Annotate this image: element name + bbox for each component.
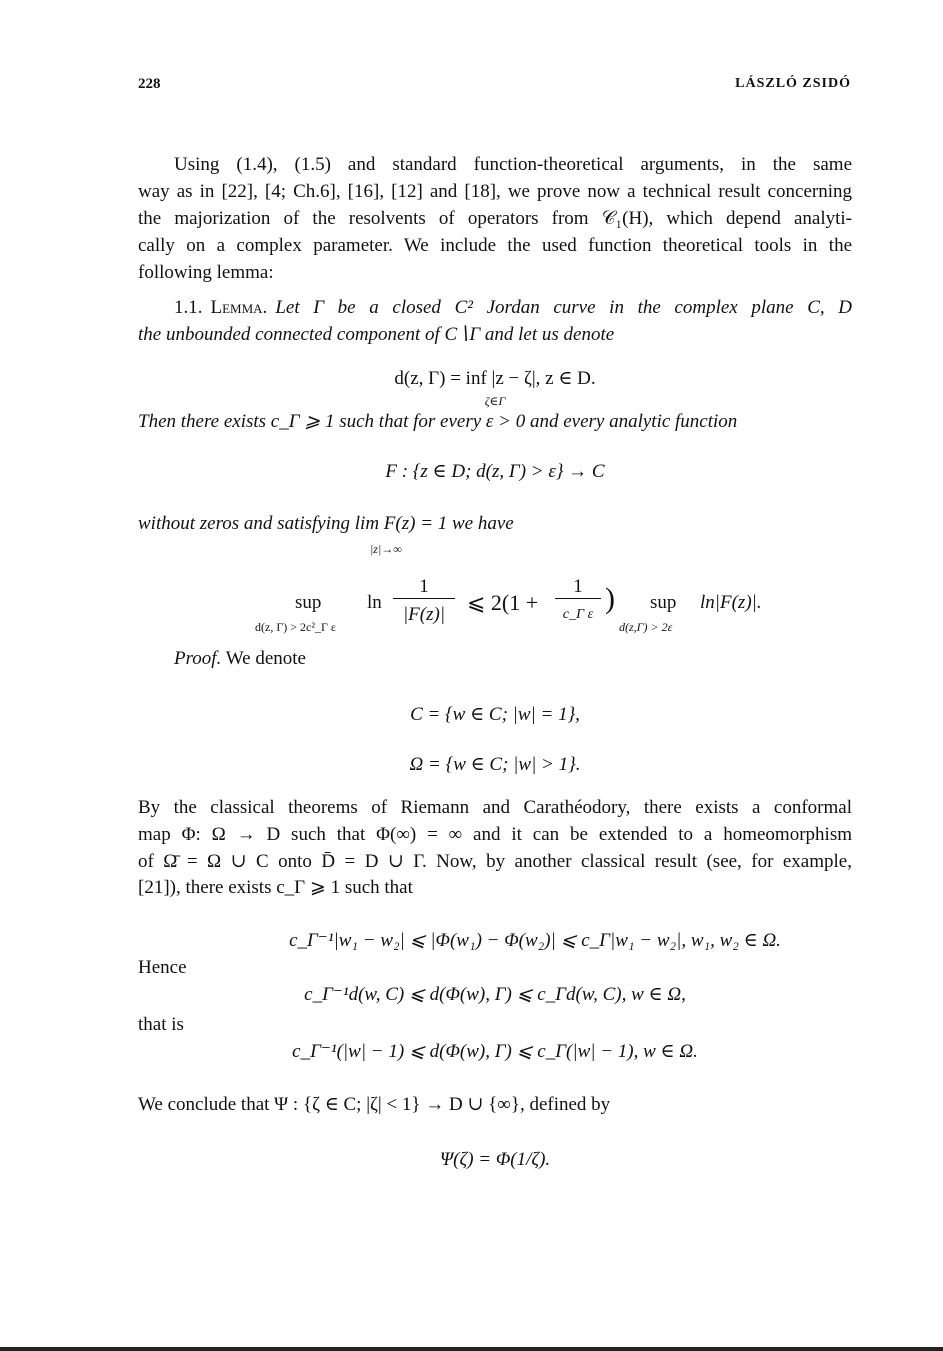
- equation-distance-bound: c_Γ⁻¹d(w, C) ⩽ d(Φ(w), Γ) ⩽ c_Γd(w, C), w ∈ Ω,: [304, 984, 686, 1005]
- lemma-text: Then there exists c_Γ ⩾ 1 such that for every ε > 0 and every analytic function: [138, 411, 738, 432]
- lemma-label: Lemma.: [210, 297, 268, 318]
- fraction-denominator: c_Γ ε: [562, 607, 594, 622]
- paragraph-line: the majorization of the resolvents of operators from 𝒞₁(H), which depend analyti-: [138, 208, 852, 229]
- paragraph-line: Using (1.4), (1.5) and standard function-theoretical arguments, in the same: [174, 154, 852, 175]
- paragraph-line: [21]), there exists c_Γ ⩾ 1 such that: [138, 877, 413, 898]
- equation-psi: Ψ(ζ) = Φ(1/ζ).: [439, 1149, 551, 1170]
- equation-omega: Ω = {w ∈ C; |w| > 1}.: [409, 754, 581, 775]
- equation-function: F : {z ∈ D; d(z, Γ) > ε} → C: [385, 461, 605, 482]
- paragraph-line: We conclude that Ψ : {ζ ∈ C; |ζ| < 1} → D ∪ {∞}, defined by: [138, 1094, 611, 1115]
- fraction-denominator: |F(z)|: [402, 604, 446, 625]
- paragraph-line: following lemma:: [138, 262, 274, 283]
- sup-subscript: d(z,Γ) > 2ε: [619, 620, 673, 634]
- limit-subscript: |z|→∞: [370, 542, 402, 556]
- lemma-text: the unbounded connected component of C∖Γ and let us denote: [138, 324, 615, 345]
- paragraph-line: map Φ: Ω → D such that Φ(∞) = ∞ and it can be extended to a homeomorphism: [138, 824, 852, 845]
- ln-operator: ln: [367, 592, 382, 613]
- text-hence: Hence: [138, 957, 187, 978]
- lemma-number: 1.1.: [174, 297, 203, 318]
- proof-line: [174, 648, 888, 670]
- paragraph-line: of Ω̄ = Ω ∪ C onto D̄ = D ∪ Γ. Now, by another classical result (see, for example,: [138, 851, 852, 872]
- scan-edge: [0, 1347, 943, 1351]
- sup-operator: sup: [650, 592, 677, 613]
- proof-text: We denote: [221, 648, 306, 669]
- equation-inequality: [255, 570, 775, 640]
- page-number: 228: [138, 76, 161, 92]
- proof-label: Proof.: [174, 648, 222, 669]
- running-header-author: LÁSZLÓ ZSIDÓ: [735, 76, 851, 91]
- equation-bilipschitz: c_Γ⁻¹|w₁ − w₂| ⩽ |Φ(w₁) − Φ(w₂)| ⩽ c_Γ|w₁ − w₂|, w₁, w₂ ∈ Ω.: [289, 930, 781, 951]
- paren: ): [605, 582, 615, 615]
- sup-operator: sup: [295, 592, 322, 613]
- lemma-text: without zeros and satisfying lim F(z) = 1 we have: [138, 513, 514, 534]
- equation-subscript: ζ∈Γ: [484, 394, 506, 408]
- equation-tail: ln|F(z)|.: [700, 592, 762, 613]
- lemma-heading: [174, 297, 852, 319]
- equation-modulus-bound: c_Γ⁻¹(|w| − 1) ⩽ d(Φ(w), Γ) ⩽ c_Γ(|w| − 1), w ∈ Ω.: [292, 1041, 698, 1062]
- lemma-text: Let Γ be a closed C² Jordan curve in the complex plane C, D: [275, 297, 852, 318]
- fraction-numerator: 1: [393, 576, 455, 599]
- text-that-is: that is: [138, 1014, 184, 1035]
- sup-subscript: d(z, Γ) > 2c²_Γ ε: [255, 620, 336, 634]
- equation-distance: d(z, Γ) = inf |z − ζ|, z ∈ D.: [394, 368, 596, 389]
- paragraph-line: By the classical theorems of Riemann and Carathéodory, there exists a conformal: [138, 797, 852, 818]
- fraction-numerator: 1: [555, 576, 601, 599]
- equation-circle: C = {w ∈ C; |w| = 1},: [410, 704, 580, 725]
- paragraph-line: way as in [22], [4; Ch.6], [16], [12] and [18], we prove now a technical result concerning: [138, 181, 852, 202]
- paragraph-line: cally on a complex parameter. We include the used function theoretical tools in the: [138, 235, 852, 256]
- equation-middle: ⩽ 2(1 +: [467, 590, 539, 615]
